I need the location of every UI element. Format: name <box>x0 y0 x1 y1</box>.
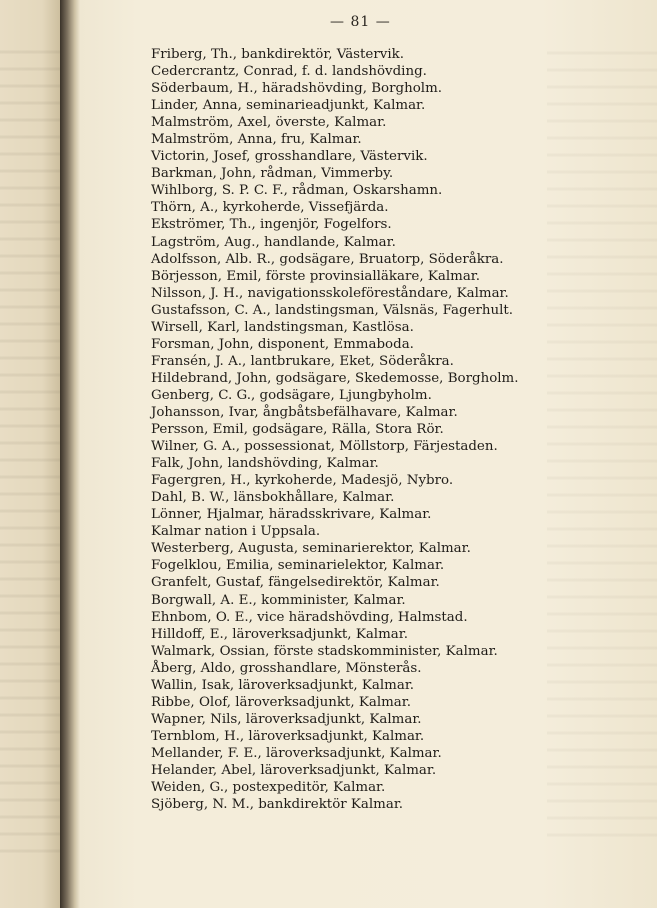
list-item: Friberg, Th., bankdirektör, Västervik. <box>151 47 404 62</box>
list-item: Forsman, John, disponent, Emmaboda. <box>151 336 414 352</box>
list-item: Walmark, Ossian, förste stadskomminister, Kalmar. <box>151 643 498 659</box>
page-number: — 81 — <box>330 14 391 30</box>
facing-page-edge <box>0 0 60 908</box>
list-item: Fogelklou, Emilia, seminarielektor, Kalmar. <box>151 558 445 574</box>
list-item: Fransén, J. A., lantbrukare, Eket, Söderåkra. <box>151 353 454 369</box>
book-gutter <box>60 0 80 908</box>
facing-page-show-through <box>0 40 60 860</box>
list-item: Malmström, Anna, fru, Kalmar. <box>151 132 362 148</box>
list-item: Wapner, Nils, läroverksadjunkt, Kalmar. <box>151 711 422 727</box>
list-item: Ribbe, Olof, läroverksadjunkt, Kalmar. <box>151 694 411 710</box>
list-item: Granfelt, Gustaf, fängelsedirektör, Kalmar. <box>151 575 440 591</box>
list-item: Wirsell, Karl, landstingsman, Kastlösa. <box>151 319 414 335</box>
list-item: Lagström, Aug., handlande, Kalmar. <box>151 234 396 250</box>
list-item: Hildebrand, John, godsägare, Skedemosse, Borgholm. <box>151 370 519 386</box>
list-item: Gustafsson, C. A., landstingsman, Välsnäs, Fagerhult. <box>151 302 514 318</box>
list-item: Söderbaum, H., häradshövding, Borgholm. <box>151 81 443 97</box>
list-item: Linder, Anna, seminarieadjunkt, Kalmar. <box>151 98 426 114</box>
list-item: Helander, Abel, läroverksadjunkt, Kalmar. <box>151 762 437 778</box>
name-list <box>151 46 519 813</box>
list-item: Fagergren, H., kyrkoherde, Madesjö, Nybro. <box>151 473 454 489</box>
list-item: Dahl, B. W., länsbokhållare, Kalmar. <box>151 490 395 506</box>
list-item: Ehnbom, O. E., vice häradshövding, Halmstad. <box>151 609 468 625</box>
list-item: Wihlborg, S. P. C. F., rådman, Oskarshamn. <box>151 183 443 199</box>
list-item: Falk, John, landshövding, Kalmar. <box>151 456 379 472</box>
list-item: Weiden, G., postexpeditör, Kalmar. <box>151 780 386 796</box>
list-item: Wilner, G. A., possessionat, Möllstorp, Färjestaden. <box>151 439 498 455</box>
list-item: Börjesson, Emil, förste provinsialläkare, Kalmar. <box>151 268 480 284</box>
list-item: Johansson, Ivar, ångbåtsbefälhavare, Kalmar. <box>151 404 458 420</box>
list-item: Sjöberg, N. M., bankdirektör Kalmar. <box>151 797 404 813</box>
list-item: Ternblom, H., läroverksadjunkt, Kalmar. <box>151 728 425 744</box>
list-item: Hilldoff, E., läroverksadjunkt, Kalmar. <box>151 626 408 642</box>
list-item: Ekströmer, Th., ingenjör, Fogelfors. <box>151 217 392 233</box>
list-item: Thörn, A., kyrkoherde, Vissefjärda. <box>151 200 389 216</box>
list-item: Wallin, Isak, läroverksadjunkt, Kalmar. <box>151 677 415 693</box>
list-item: Persson, Emil, godsägare, Rälla, Stora Rör. <box>151 422 444 438</box>
list-item: Barkman, John, rådman, Vimmerby. <box>151 166 394 182</box>
list-item: Lönner, Hjalmar, häradsskrivare, Kalmar. <box>151 507 432 523</box>
list-item: Borgwall, A. E., komminister, Kalmar. <box>151 592 406 608</box>
list-item: Mellander, F. E., läroverksadjunkt, Kalmar. <box>151 745 442 761</box>
list-item: Adolfsson, Alb. R., godsägare, Bruatorp, Söderåkra. <box>151 251 504 267</box>
list-item: Cedercrantz, Conrad, f. d. landshövding. <box>151 64 427 80</box>
list-item: Nilsson, J. H., navigationsskoleföreståndare, Kalmar. <box>151 285 509 301</box>
list-item: Genberg, C. G., godsägare, Ljungbyholm. <box>151 387 432 403</box>
list-item: Åberg, Aldo, grosshandlare, Mönsterås. <box>151 660 422 676</box>
reverse-side-show-through <box>547 40 657 840</box>
list-item: Malmström, Axel, överste, Kalmar. <box>151 115 387 131</box>
list-item: Westerberg, Augusta, seminarierektor, Kalmar. <box>151 541 471 557</box>
list-item: Kalmar nation i Uppsala. <box>151 524 321 540</box>
list-item: Victorin, Josef, grosshandlare, Västervik. <box>151 149 428 165</box>
